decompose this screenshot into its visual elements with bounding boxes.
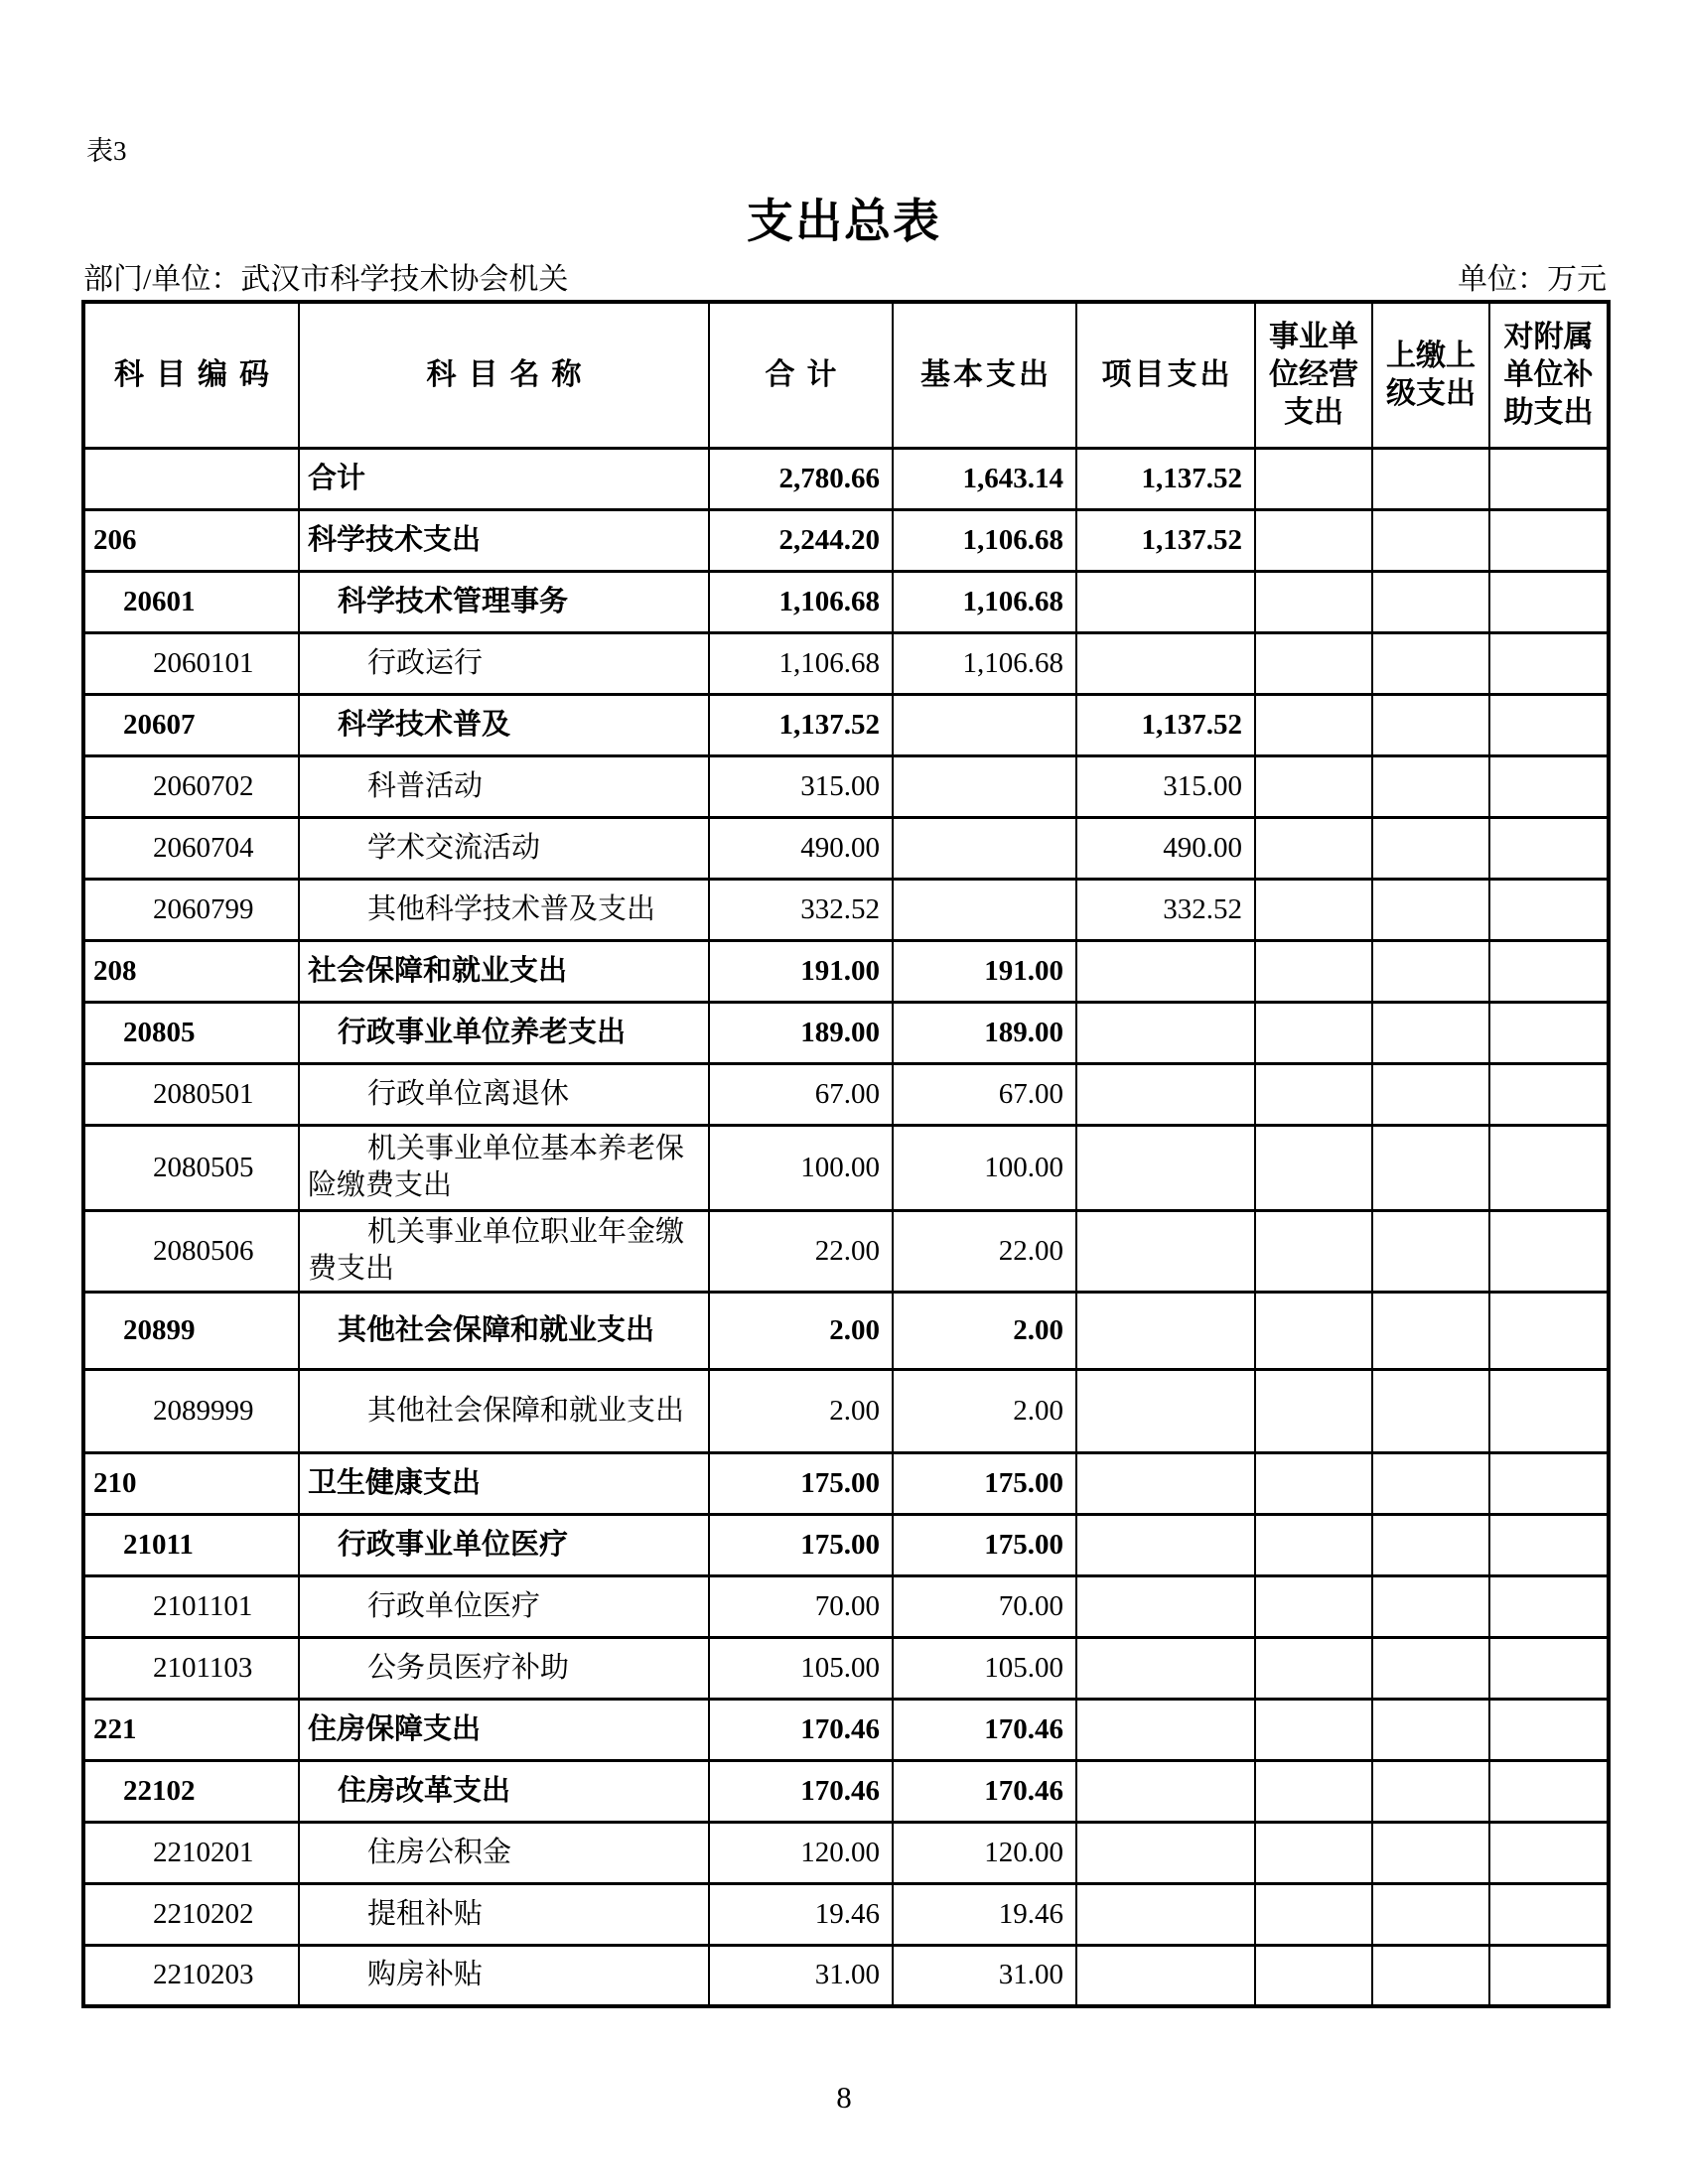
operating-cell [1255,1760,1372,1822]
basic-cell: 120.00 [893,1822,1076,1883]
name-cell: 行政事业单位医疗 [299,1514,709,1575]
code-cell: 2080505 [83,1125,299,1210]
project-cell [1076,940,1255,1002]
affiliate-cell [1489,1822,1609,1883]
upper-cell [1372,1637,1489,1699]
code-cell: 206 [83,509,299,571]
upper-cell [1372,1369,1489,1452]
code-cell: 2080501 [83,1063,299,1125]
project-cell [1076,1945,1255,2006]
operating-cell [1255,1063,1372,1125]
affiliate-cell [1489,1292,1609,1369]
code-cell: 2060702 [83,755,299,817]
basic-cell: 1,106.68 [893,632,1076,694]
project-cell [1076,1210,1255,1292]
upper-cell [1372,1575,1489,1637]
affiliate-cell [1489,879,1609,940]
name-cell: 行政运行 [299,632,709,694]
code-cell: 2210201 [83,1822,299,1883]
column-header-operating: 事业单位经营支出 [1255,302,1372,448]
project-cell [1076,1369,1255,1452]
basic-cell: 2.00 [893,1292,1076,1369]
table-row [83,632,1609,694]
basic-cell [893,755,1076,817]
code-cell: 21011 [83,1514,299,1575]
name-cell: 提租补贴 [299,1883,709,1945]
code-cell: 221 [83,1699,299,1760]
project-cell: 490.00 [1076,817,1255,879]
upper-cell [1372,1514,1489,1575]
project-cell [1076,1125,1255,1210]
page-title: 支出总表 [747,197,941,248]
total-cell: 1,106.68 [709,632,893,694]
total-cell: 1,106.68 [709,571,893,632]
affiliate-cell [1489,1637,1609,1699]
total-cell: 315.00 [709,755,893,817]
operating-cell [1255,1125,1372,1210]
affiliate-cell [1489,1699,1609,1760]
basic-cell: 175.00 [893,1452,1076,1514]
column-header-name: 科目名称 [299,302,709,448]
project-cell [1076,632,1255,694]
project-cell [1076,1292,1255,1369]
name-cell: 行政单位医疗 [299,1575,709,1637]
affiliate-cell [1489,694,1609,755]
affiliate-cell [1489,1575,1609,1637]
upper-cell [1372,509,1489,571]
column-header-basic: 基本支出 [893,302,1076,448]
affiliate-cell [1489,448,1609,509]
operating-cell [1255,755,1372,817]
affiliate-cell [1489,1514,1609,1575]
name-cell: 住房改革支出 [299,1760,709,1822]
total-cell: 67.00 [709,1063,893,1125]
column-header-total: 合计 [709,302,893,448]
upper-cell [1372,1292,1489,1369]
affiliate-cell [1489,509,1609,571]
currency-unit-label: 单位：万元 [1458,263,1607,296]
operating-cell [1255,1945,1372,2006]
name-cell: 学术交流活动 [299,817,709,879]
table-row [83,1002,1609,1063]
affiliate-cell [1489,1063,1609,1125]
code-cell: 20899 [83,1292,299,1369]
table-row [83,1637,1609,1699]
code-cell: 208 [83,940,299,1002]
project-cell [1076,1760,1255,1822]
upper-cell [1372,632,1489,694]
operating-cell [1255,509,1372,571]
project-cell [1076,1063,1255,1125]
code-cell: 2080506 [83,1210,299,1292]
name-cell: 住房保障支出 [299,1699,709,1760]
basic-cell [893,879,1076,940]
operating-cell [1255,940,1372,1002]
project-cell [1076,1452,1255,1514]
total-cell: 175.00 [709,1514,893,1575]
operating-cell [1255,571,1372,632]
project-cell [1076,1514,1255,1575]
table-row [83,1063,1609,1125]
name-cell: 其他科学技术普及支出 [299,879,709,940]
upper-cell [1372,1883,1489,1945]
department-unit-label: 部门/单位：武汉市科学技术协会机关 [83,263,569,296]
operating-cell [1255,1210,1372,1292]
project-cell: 315.00 [1076,755,1255,817]
name-cell: 科学技术管理事务 [299,571,709,632]
upper-cell [1372,1002,1489,1063]
table-row [83,1514,1609,1575]
name-cell: 行政事业单位养老支出 [299,1002,709,1063]
code-cell: 2060799 [83,879,299,940]
table-header [83,302,1609,448]
total-cell: 22.00 [709,1210,893,1292]
basic-cell: 19.46 [893,1883,1076,1945]
table-number-label: 表3 [86,136,127,166]
page-number: 8 [836,2080,852,2115]
operating-cell [1255,1514,1372,1575]
upper-cell [1372,1452,1489,1514]
table-row [83,694,1609,755]
basic-cell: 1,106.68 [893,509,1076,571]
affiliate-cell [1489,1210,1609,1292]
code-cell: 2210203 [83,1945,299,2006]
name-cell: 行政单位离退休 [299,1063,709,1125]
operating-cell [1255,694,1372,755]
table-row [83,1292,1609,1369]
name-cell: 科学技术普及 [299,694,709,755]
basic-cell: 31.00 [893,1945,1076,2006]
code-cell: 2101103 [83,1637,299,1699]
project-cell [1076,1822,1255,1883]
basic-cell: 70.00 [893,1575,1076,1637]
total-cell: 2.00 [709,1369,893,1452]
project-cell [1076,1699,1255,1760]
total-cell: 490.00 [709,817,893,879]
upper-cell [1372,448,1489,509]
basic-cell: 105.00 [893,1637,1076,1699]
total-cell: 31.00 [709,1945,893,2006]
total-cell: 332.52 [709,879,893,940]
table-row [83,1125,1609,1210]
operating-cell [1255,448,1372,509]
upper-cell [1372,1063,1489,1125]
upper-cell [1372,1760,1489,1822]
upper-cell [1372,755,1489,817]
column-header-project: 项目支出 [1076,302,1255,448]
name-cell: 机关事业单位基本养老保险缴费支出 [299,1125,709,1210]
code-cell: 22102 [83,1760,299,1822]
affiliate-cell [1489,1945,1609,2006]
operating-cell [1255,1452,1372,1514]
total-cell: 189.00 [709,1002,893,1063]
table-row [83,1945,1609,2006]
project-cell: 332.52 [1076,879,1255,940]
upper-cell [1372,879,1489,940]
affiliate-cell [1489,1883,1609,1945]
total-cell: 2,244.20 [709,509,893,571]
table-row [83,1369,1609,1452]
code-cell: 2210202 [83,1883,299,1945]
table-row [83,879,1609,940]
affiliate-cell [1489,632,1609,694]
name-cell: 合计 [299,448,709,509]
table-row [83,817,1609,879]
operating-cell [1255,817,1372,879]
project-cell [1076,1575,1255,1637]
affiliate-cell [1489,571,1609,632]
project-cell [1076,1637,1255,1699]
table-row [83,448,1609,509]
total-cell: 1,137.52 [709,694,893,755]
code-cell: 20805 [83,1002,299,1063]
operating-cell [1255,1637,1372,1699]
column-header-upper: 上缴上级支出 [1372,302,1489,448]
upper-cell [1372,1210,1489,1292]
affiliate-cell [1489,755,1609,817]
meta-row [83,254,1607,298]
table-row [83,755,1609,817]
code-cell: 2089999 [83,1369,299,1452]
project-cell [1076,571,1255,632]
basic-cell [893,694,1076,755]
basic-cell: 22.00 [893,1210,1076,1292]
total-cell: 191.00 [709,940,893,1002]
code-cell [83,448,299,509]
basic-cell: 2.00 [893,1369,1076,1452]
table-row [83,1699,1609,1760]
affiliate-cell [1489,1369,1609,1452]
name-cell: 购房补贴 [299,1945,709,2006]
table-body [83,448,1609,2006]
basic-cell: 170.46 [893,1760,1076,1822]
table-row [83,1760,1609,1822]
upper-cell [1372,571,1489,632]
code-cell: 210 [83,1452,299,1514]
basic-cell: 191.00 [893,940,1076,1002]
affiliate-cell [1489,817,1609,879]
expenditure-table [81,300,1611,2008]
code-cell: 2101101 [83,1575,299,1637]
table-row [83,1822,1609,1883]
upper-cell [1372,1125,1489,1210]
total-cell: 70.00 [709,1575,893,1637]
name-cell: 科普活动 [299,755,709,817]
code-cell: 20601 [83,571,299,632]
affiliate-cell [1489,1002,1609,1063]
table-row [83,571,1609,632]
name-cell: 卫生健康支出 [299,1452,709,1514]
upper-cell [1372,1699,1489,1760]
affiliate-cell [1489,1760,1609,1822]
total-cell: 170.46 [709,1760,893,1822]
column-header-affiliate: 对附属单位补助支出 [1489,302,1609,448]
upper-cell [1372,694,1489,755]
total-cell: 2,780.66 [709,448,893,509]
name-cell: 机关事业单位职业年金缴费支出 [299,1210,709,1292]
total-cell: 170.46 [709,1699,893,1760]
total-cell: 105.00 [709,1637,893,1699]
table-row [83,1575,1609,1637]
basic-cell: 189.00 [893,1002,1076,1063]
upper-cell [1372,1945,1489,2006]
project-cell: 1,137.52 [1076,448,1255,509]
code-cell: 2060704 [83,817,299,879]
name-cell: 科学技术支出 [299,509,709,571]
operating-cell [1255,1292,1372,1369]
upper-cell [1372,1822,1489,1883]
table-row [83,509,1609,571]
operating-cell [1255,632,1372,694]
name-cell: 其他社会保障和就业支出 [299,1292,709,1369]
operating-cell [1255,1883,1372,1945]
basic-cell: 175.00 [893,1514,1076,1575]
affiliate-cell [1489,1452,1609,1514]
basic-cell [893,817,1076,879]
column-header-code: 科目编码 [83,302,299,448]
total-cell: 100.00 [709,1125,893,1210]
basic-cell: 1,643.14 [893,448,1076,509]
basic-cell: 170.46 [893,1699,1076,1760]
total-cell: 2.00 [709,1292,893,1369]
total-cell: 120.00 [709,1822,893,1883]
code-cell: 2060101 [83,632,299,694]
operating-cell [1255,1699,1372,1760]
total-cell: 19.46 [709,1883,893,1945]
basic-cell: 1,106.68 [893,571,1076,632]
affiliate-cell [1489,940,1609,1002]
basic-cell: 100.00 [893,1125,1076,1210]
total-cell: 175.00 [709,1452,893,1514]
operating-cell [1255,879,1372,940]
name-cell: 社会保障和就业支出 [299,940,709,1002]
header-row [83,302,1609,448]
project-cell [1076,1883,1255,1945]
name-cell: 公务员医疗补助 [299,1637,709,1699]
name-cell: 住房公积金 [299,1822,709,1883]
operating-cell [1255,1575,1372,1637]
operating-cell [1255,1002,1372,1063]
name-cell: 其他社会保障和就业支出 [299,1369,709,1452]
code-cell: 20607 [83,694,299,755]
table-row [83,940,1609,1002]
project-cell [1076,1002,1255,1063]
operating-cell [1255,1822,1372,1883]
operating-cell [1255,1369,1372,1452]
basic-cell: 67.00 [893,1063,1076,1125]
table-row [83,1452,1609,1514]
project-cell: 1,137.52 [1076,509,1255,571]
table-row [83,1210,1609,1292]
table-row [83,1883,1609,1945]
affiliate-cell [1489,1125,1609,1210]
upper-cell [1372,817,1489,879]
upper-cell [1372,940,1489,1002]
project-cell: 1,137.52 [1076,694,1255,755]
